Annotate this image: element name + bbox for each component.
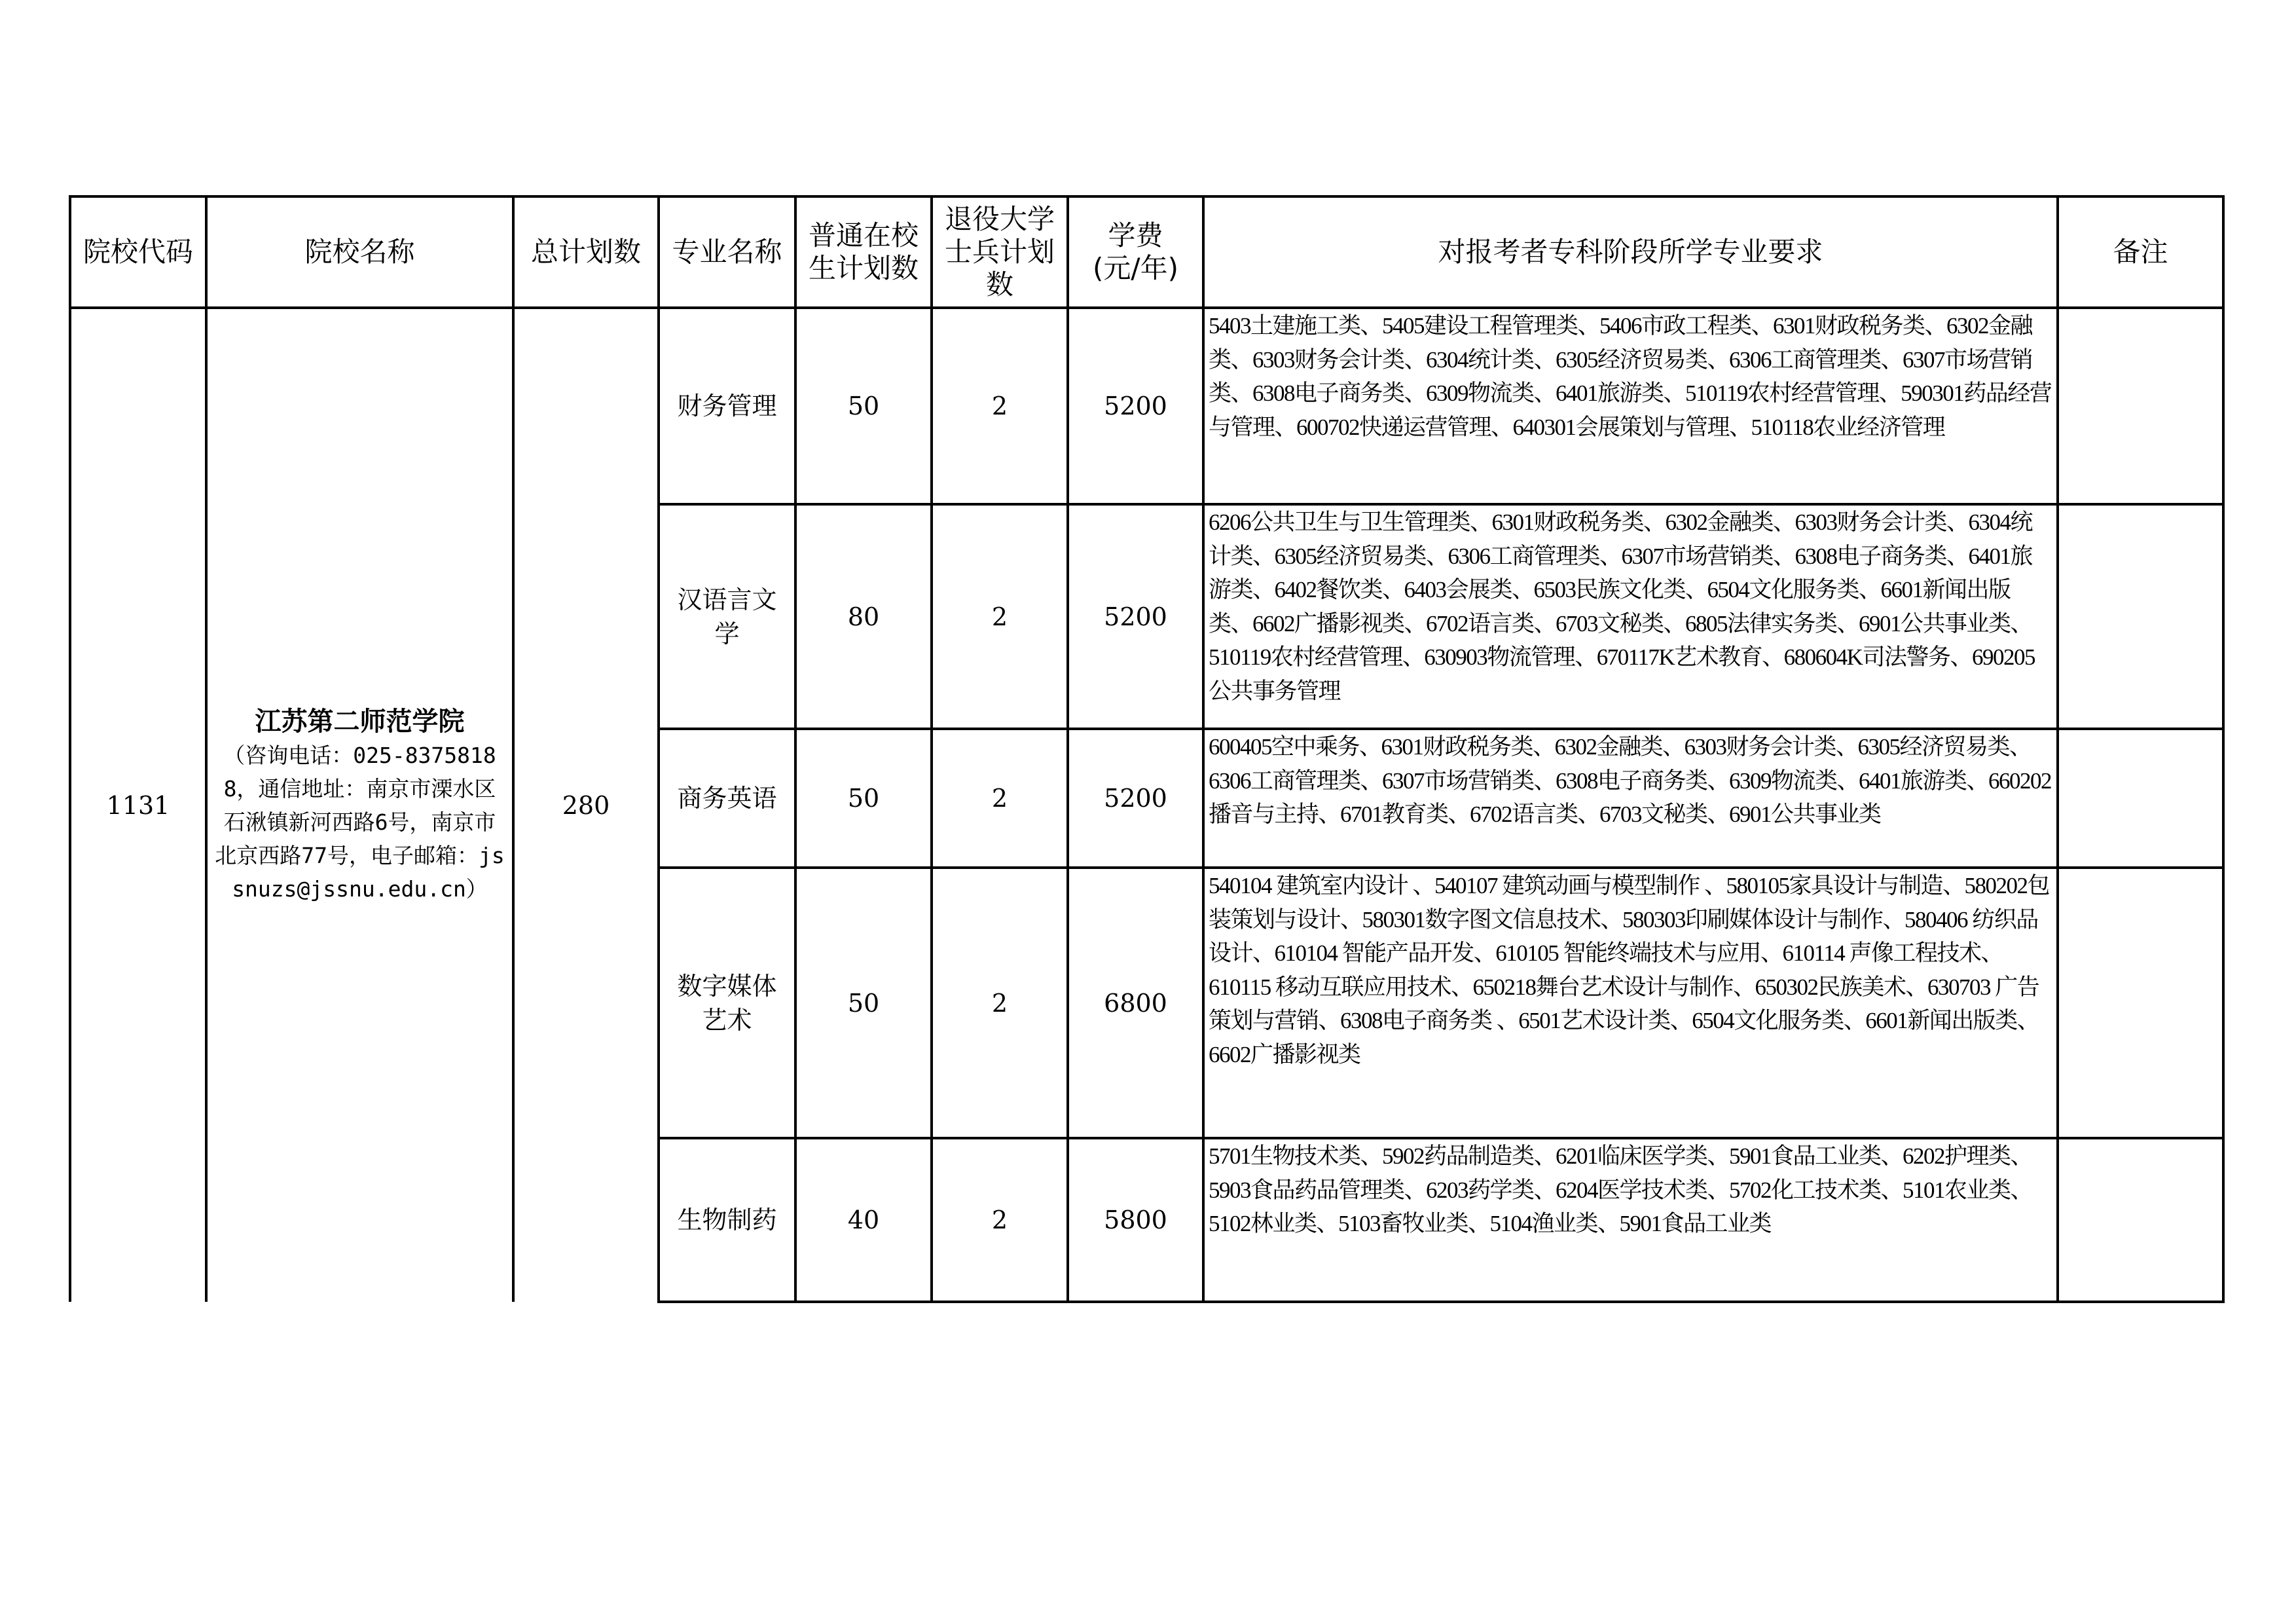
tuition: 5800 bbox=[1068, 1138, 1203, 1302]
regular-plan: 50 bbox=[795, 729, 932, 868]
remark bbox=[2058, 504, 2223, 729]
school-info-cell bbox=[206, 308, 513, 1302]
major-requirement-cell bbox=[1203, 729, 2058, 868]
remark bbox=[2058, 729, 2223, 868]
regular-plan: 50 bbox=[795, 308, 932, 504]
school-code: 1131 bbox=[70, 308, 206, 1302]
veteran-plan: 2 bbox=[932, 504, 1068, 729]
major-requirement-cell bbox=[1203, 1138, 2058, 1302]
remark bbox=[2058, 308, 2223, 504]
major-requirement-cell bbox=[1203, 504, 2058, 729]
header-tuition: 学费(元/年) bbox=[1068, 196, 1203, 308]
major-requirement: 5701生物技术类、5902药品制造类、6201临床医学类、5901食品工业类、6202护理类、5903食品药品管理类、6203药学类、6204医学技术类、5702化工技术类、5101农业类、5102林业类、5103畜牧业类、5104渔业类、5901食品工业类 bbox=[1209, 1143, 2033, 1236]
header-major-name: 专业名称 bbox=[659, 196, 795, 308]
major-name: 生物制药 bbox=[659, 1138, 795, 1302]
table-row bbox=[70, 308, 2223, 504]
tuition: 6800 bbox=[1068, 868, 1203, 1138]
regular-plan: 80 bbox=[795, 504, 932, 729]
school-name: 江苏第二师范学院 bbox=[255, 707, 465, 737]
major-name: 商务英语 bbox=[659, 729, 795, 868]
total-plan: 280 bbox=[513, 308, 659, 1302]
major-requirement: 540104 建筑室内设计 、540107 建筑动画与模型制作 、580105家具设计与制造、580202包装策划与设计、580301数字图文信息技术、580303印刷媒体设计与制作、580406 纺织品设计、610104 智能产品开发、610105 智能终端技术与应用、610114 声像工程技术、610115 移动互联应用技术、650218舞台艺术设计与制作、650302民族美术、630703 广告策划与营销、6308电子商务类 、6501艺术设计类、6504文化服务类、6601新闻出版类、6602广播影视类 bbox=[1209, 873, 2050, 1067]
header-school-name: 院校名称 bbox=[206, 196, 513, 308]
header-remark: 备注 bbox=[2058, 196, 2223, 308]
major-requirement: 600405空中乘务、6301财政税务类、6302金融类、6303财务会计类、6305经济贸易类、6306工商管理类、6307市场营销类、6308电子商务类、6309物流类、6401旅游类、660202播音与主持、6701教育类、6702语言类、6703文秘类、6901公共事业类 bbox=[1209, 734, 2052, 827]
veteran-plan: 2 bbox=[932, 1138, 1068, 1302]
major-name: 数字媒体艺术 bbox=[659, 868, 795, 1138]
header-regular-plan: 普通在校生计划数 bbox=[795, 196, 932, 308]
major-requirement: 5403土建施工类、5405建设工程管理类、5406市政工程类、6301财政税务类、6302金融类、6303财务会计类、6304统计类、6305经济贸易类、6306工商管理类、6307市场营销类、6308电子商务类、6309物流类、6401旅游类、510119农村经营管理、590301药品经营与管理、600702快递运营管理、640301会展策划与管理、510118农业经济管理 bbox=[1209, 313, 2052, 440]
major-requirement: 6206公共卫生与卫生管理类、6301财政税务类、6302金融类、6303财务会计类、6304统计类、6305经济贸易类、6306工商管理类、6307市场营销类、6308电子商务类、6401旅游类、6402餐饮类、6403会展类、6503民族文化类、6504文化服务类、6601新闻出版类、6602广播影视类、6702语言类、6703文秘类、6805法律实务类、6901公共事业类、510119农村经营管理、630903物流管理、670117K艺术教育、680604K司法警务、690205公共事务管理 bbox=[1209, 509, 2035, 704]
header-major-requirement: 对报考者专科阶段所学专业要求 bbox=[1203, 196, 2058, 308]
tuition: 5200 bbox=[1068, 504, 1203, 729]
veteran-plan: 2 bbox=[932, 729, 1068, 868]
major-requirement-cell bbox=[1203, 308, 2058, 504]
major-name: 财务管理 bbox=[659, 308, 795, 504]
tuition: 5200 bbox=[1068, 308, 1203, 504]
remark bbox=[2058, 1138, 2223, 1302]
header-veteran-plan: 退役大学士兵计划数 bbox=[932, 196, 1068, 308]
tuition: 5200 bbox=[1068, 729, 1203, 868]
major-requirement-cell bbox=[1203, 868, 2058, 1138]
remark bbox=[2058, 868, 2223, 1138]
header-total-plan: 总计划数 bbox=[513, 196, 659, 308]
school-contact: （咨询电话：025-83758188，通信地址：南京市溧水区石湫镇新河西路6号，南京市北京西路77号，电子邮箱：jssnuzs@jssnu.edu.cn） bbox=[215, 743, 505, 902]
veteran-plan: 2 bbox=[932, 868, 1068, 1138]
header-school-code: 院校代码 bbox=[70, 196, 206, 308]
admission-plan-table bbox=[69, 195, 2225, 1303]
regular-plan: 50 bbox=[795, 868, 932, 1138]
header-row bbox=[70, 196, 2223, 308]
regular-plan: 40 bbox=[795, 1138, 932, 1302]
major-name: 汉语言文学 bbox=[659, 504, 795, 729]
veteran-plan: 2 bbox=[932, 308, 1068, 504]
